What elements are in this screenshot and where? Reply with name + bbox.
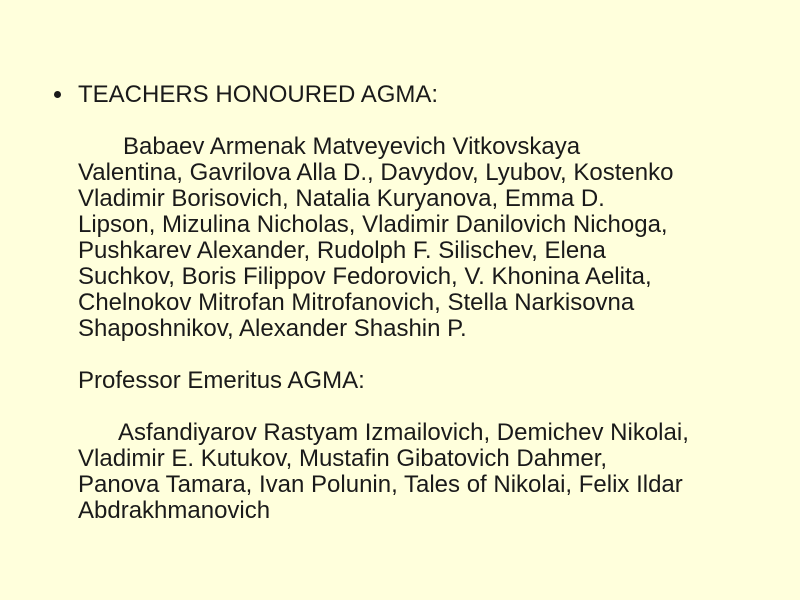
text-line: Shaposhnikov, Alexander Shashin P. <box>78 315 467 342</box>
honoured-names-paragraph <box>78 134 760 342</box>
spacer-line <box>78 394 760 420</box>
honoured-heading: TEACHERS HONOURED AGMA: <box>78 81 439 108</box>
text-line: Pushkarev Alexander, Rudolph F. Silischev, Elena <box>78 237 606 264</box>
spacer-line <box>78 108 760 134</box>
spacer-line <box>78 342 760 368</box>
slide-text-block <box>78 82 760 524</box>
text-line: Vladimir Borisovich, Natalia Kuryanova, Emma D. <box>78 185 605 212</box>
honoured-heading-line <box>78 82 760 108</box>
text-line: Chelnokov Mitrofan Mitrofanovich, Stella Narkisovna <box>78 289 635 316</box>
text-line: Suchkov, Boris Filippov Fedorovich, V. Khonina Aelita, <box>78 263 652 290</box>
text-line: Babaev Armenak Matveyevich Vitkovskaya <box>123 133 581 160</box>
bullet-icon <box>54 91 61 98</box>
emeritus-heading: Professor Emeritus AGMA: <box>78 367 365 394</box>
text-line: Asfandiyarov Rastyam Izmailovich, Demichev Nikolai, <box>118 419 689 446</box>
text-line: Abdrakhmanovich <box>78 497 271 524</box>
emeritus-names-paragraph <box>78 420 760 524</box>
text-line: Vladimir E. Kutukov, Mustafin Gibatovich Dahmer, <box>78 445 608 472</box>
text-line: Valentina, Gavrilova Alla D., Davydov, Lyubov, Kostenko <box>78 159 674 186</box>
text-line: Lipson, Mizulina Nicholas, Vladimir Danilovich Nichoga, <box>78 211 668 238</box>
text-line: Panova Tamara, Ivan Polunin, Tales of Nikolai, Felix Ildar <box>78 471 683 498</box>
